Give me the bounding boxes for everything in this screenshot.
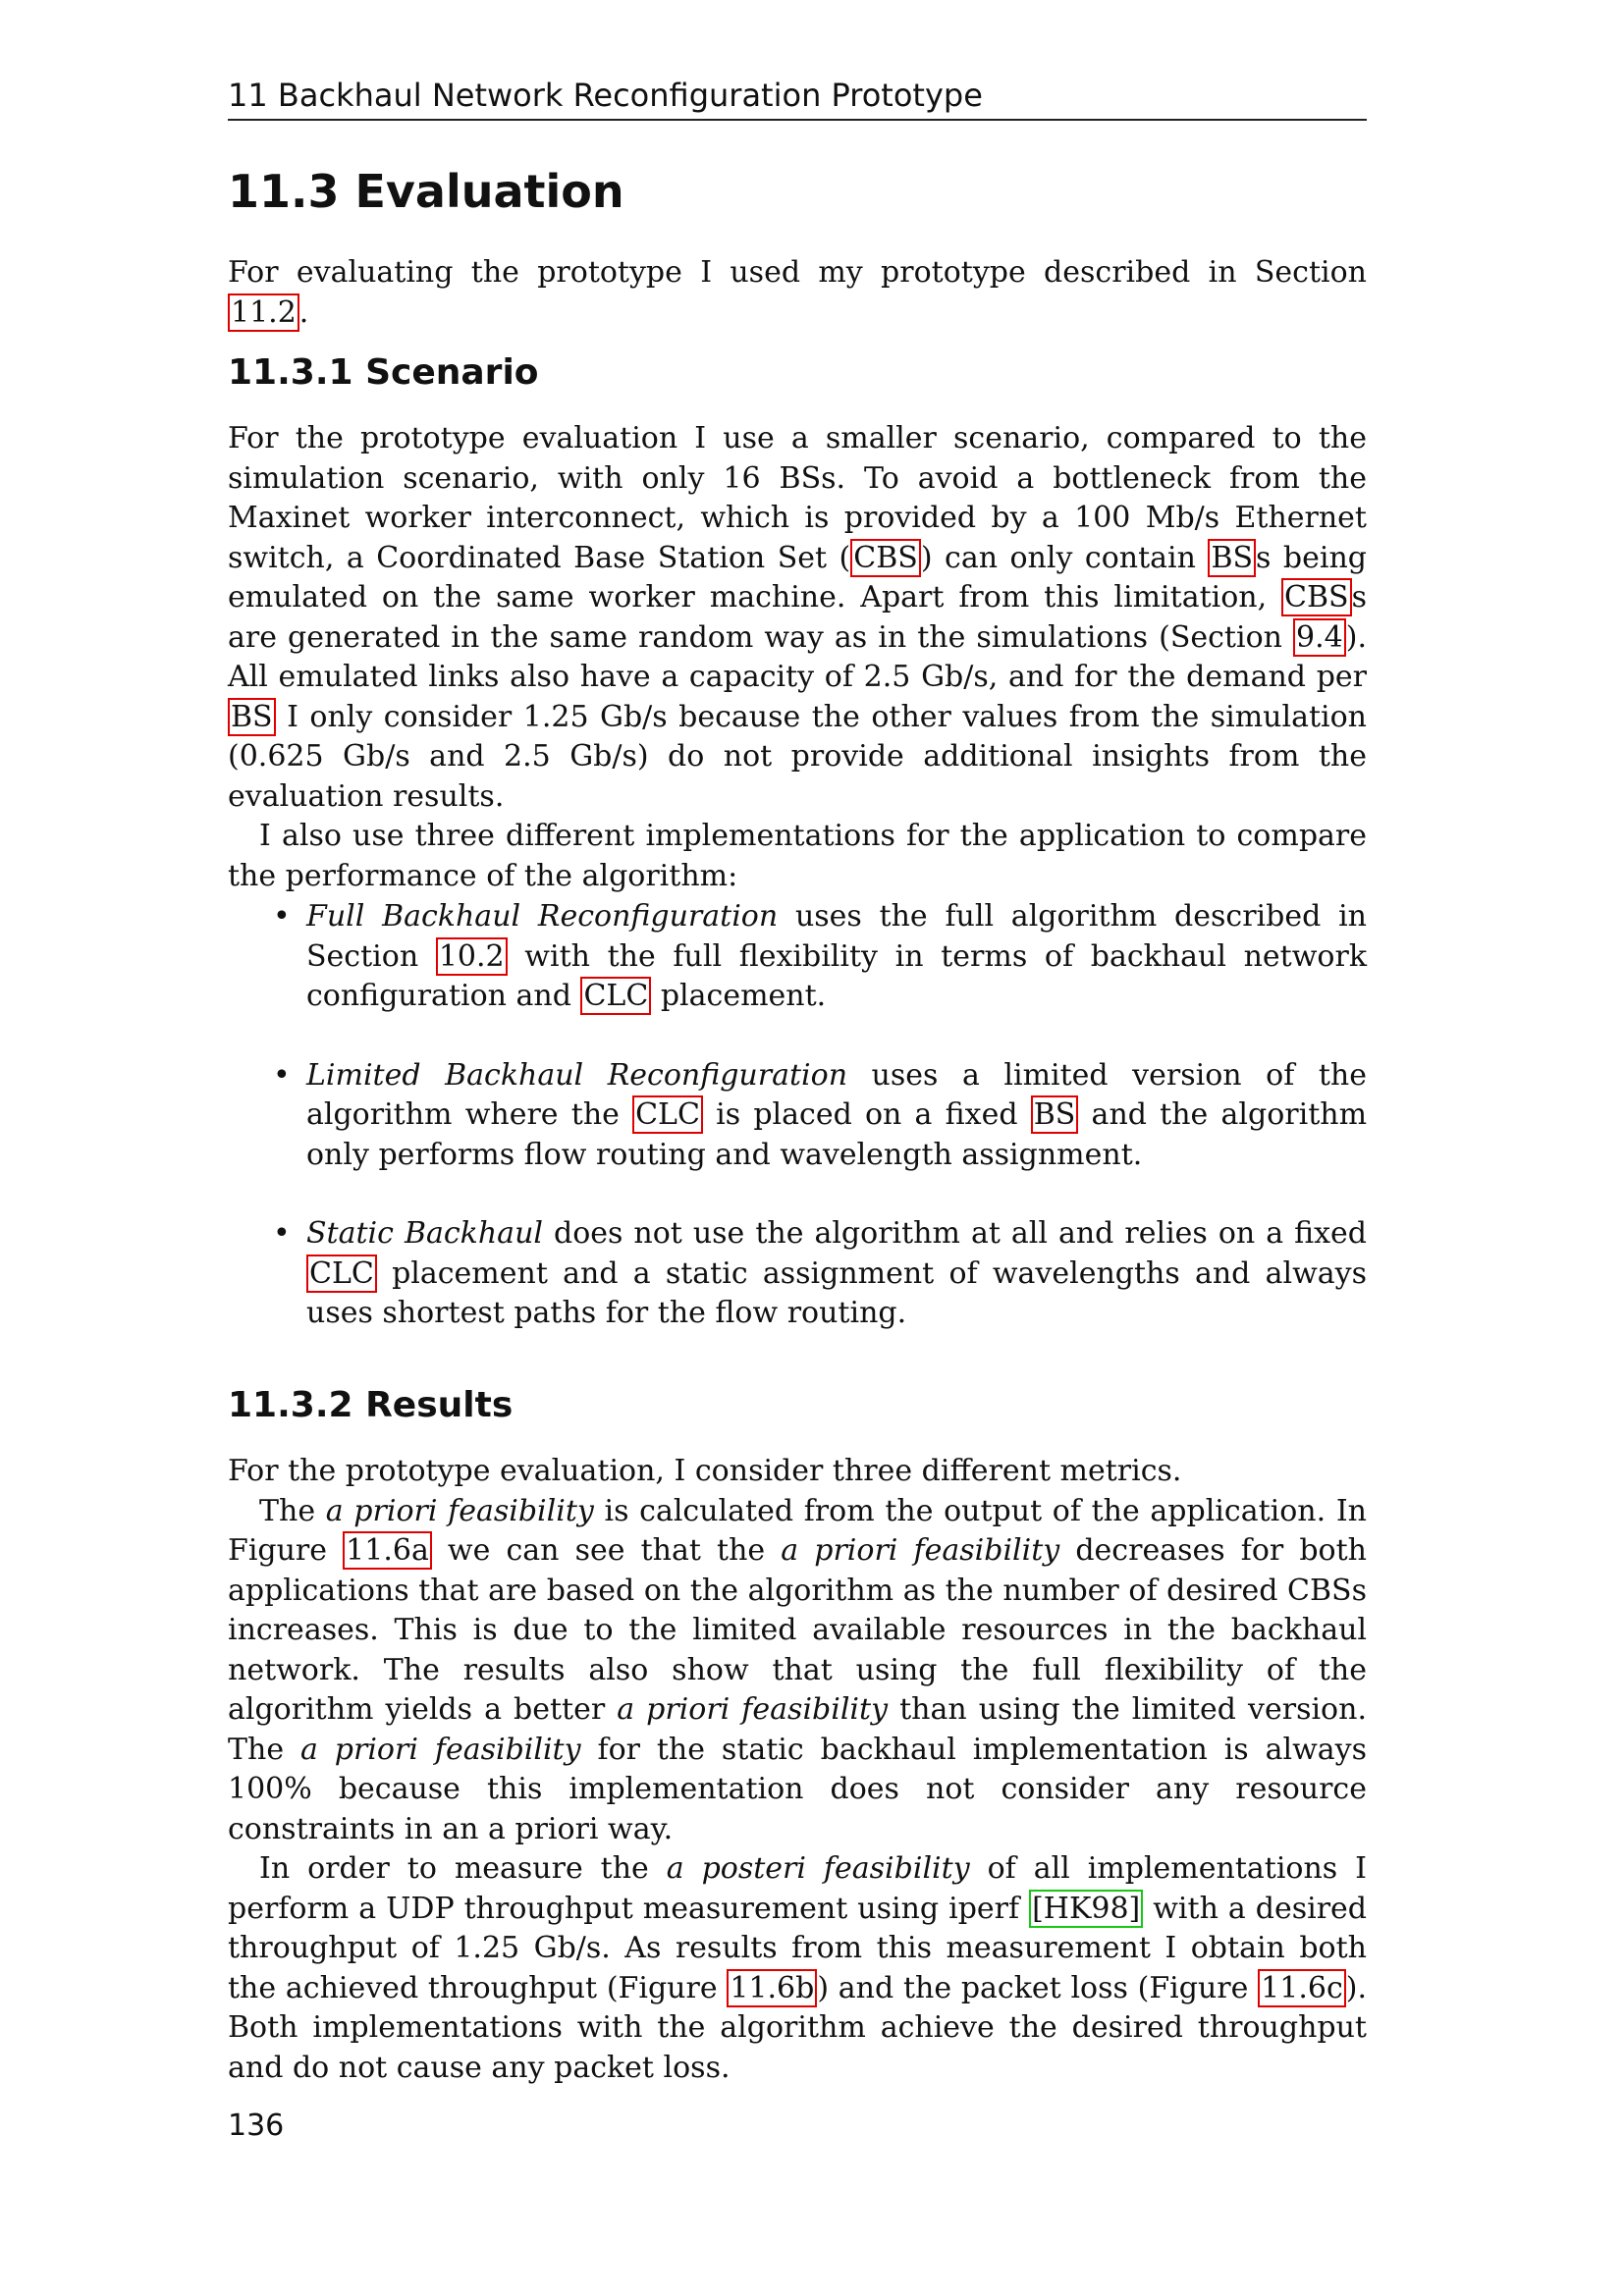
text: The: [259, 1493, 326, 1528]
text: s being emulated on the same worker machine. Apart from this limitation,: [228, 540, 1367, 614]
results-paragraph-1: For the prototype evaluation, I consider three different metrics.: [228, 1454, 1182, 1488]
acronym-link-clc[interactable]: CLC: [632, 1095, 703, 1134]
term: Full Backhaul Reconfiguration: [306, 899, 779, 934]
text: is calculated from the output of the application. In Figure: [228, 1493, 1367, 1568]
page-number: 136: [228, 2109, 285, 2143]
text: ). Both implementations with the algorithm achieve the desired throughput and do not cause any packet loss.: [228, 1970, 1367, 2085]
running-header: 11 Backhaul Network Reconfiguration Prototype: [228, 79, 1367, 121]
bullet-icon: •: [273, 899, 291, 934]
text: for the static backhaul implementation is always 100% because this implementation does not consider any resource constraints in an a priori way.: [228, 1732, 1367, 1846]
term: a priori feasibility: [325, 1493, 594, 1528]
acronym-link-cbs[interactable]: CBS: [850, 539, 921, 577]
term: a posteri feasibility: [666, 1851, 970, 1886]
figure-link-11-6c[interactable]: 11.6c: [1258, 1969, 1346, 2007]
text: does not use the algorithm at all and relies on a fixed: [542, 1216, 1367, 1251]
acronym-link-bs[interactable]: BS: [1031, 1095, 1079, 1134]
text: In order to measure the: [259, 1851, 667, 1886]
scenario-paragraph-2: I also use three different implementations for the application to compare the performance of the algorithm:: [228, 819, 1367, 893]
section-title: 11.3 Evaluation: [228, 165, 624, 218]
text: of all implementations I perform a UDP throughput measurement using iperf: [228, 1851, 1367, 1926]
text: we can see that the: [431, 1533, 782, 1568]
figure-link-11-6a[interactable]: 11.6a: [343, 1531, 432, 1570]
implementation-list: [228, 897, 1367, 1334]
bullet-icon: •: [273, 1216, 291, 1251]
list-item: [228, 1214, 1367, 1334]
scenario-paragraphs: [228, 419, 1367, 896]
scenario-paragraph-1: [228, 419, 1367, 817]
results-paragraphs: [228, 1452, 1367, 2088]
section-link-11-2[interactable]: 11.2: [228, 294, 299, 332]
text: decreases for both applications that are based on the algorithm as the number of desired CBSs increases. This is due to the limited available resources in the backhaul network. The results also show that using the full flexibility of the algorithm yields a better: [228, 1533, 1367, 1727]
figure-link-11-6b[interactable]: 11.6b: [727, 1969, 817, 2007]
text: ) can only contain: [920, 540, 1209, 575]
text: placement.: [651, 979, 827, 1013]
citation-link-hk98[interactable]: [HK98]: [1029, 1890, 1143, 1928]
text: and the algorithm only performs flow routing and wavelength assignment.: [306, 1097, 1368, 1172]
acronym-link-clc[interactable]: CLC: [306, 1255, 377, 1293]
section-link-9-4[interactable]: 9.4: [1293, 618, 1346, 657]
bullet-icon: •: [273, 1057, 291, 1093]
intro-end: .: [298, 294, 309, 330]
term: a priori feasibility: [617, 1692, 889, 1727]
term: a priori feasibility: [300, 1732, 581, 1767]
term: Static Backhaul: [306, 1216, 543, 1251]
text: s are generated in the same random way as in the simulations (Section: [228, 580, 1367, 655]
term: Limited Backhaul Reconfiguration: [306, 1057, 848, 1093]
intro-text: For evaluating the prototype I used my prototype described in Section: [228, 255, 1367, 290]
acronym-link-clc[interactable]: CLC: [580, 977, 651, 1015]
text: ). All emulated links also have a capacity of 2.5 Gb/s, and for the demand per: [228, 619, 1367, 694]
list-item: [228, 1056, 1367, 1176]
text: with the full flexibility in terms of backhaul network configuration and: [306, 938, 1367, 1013]
term: a priori feasibility: [781, 1533, 1060, 1568]
section-intro: [228, 253, 1367, 333]
text: ) and the packet loss (Figure: [817, 1970, 1259, 2005]
text: For the prototype evaluation I use a smaller scenario, compared to the simulation scenario, with only 16 BSs. To avoid a bottleneck from the Maxinet worker interconnect, which is provided by a 100 Mb/s Ethernet switch, a Coordinated Base Station Set (: [228, 421, 1367, 575]
text: I only consider 1.25 Gb/s because the other values from the simulation (0.625 Gb/s and 2.5 Gb/s) do not provide additional insights from the evaluation results.: [228, 699, 1367, 814]
acronym-link-bs[interactable]: BS: [1208, 539, 1256, 577]
section-link-10-2[interactable]: 10.2: [436, 937, 508, 976]
acronym-link-bs[interactable]: BS: [228, 698, 276, 736]
acronym-link-cbs[interactable]: CBS: [1281, 578, 1352, 616]
text: than using the limited version. The: [228, 1692, 1367, 1767]
text: is placed on a fixed: [702, 1097, 1031, 1132]
text: with a desired throughput of 1.25 Gb/s. As results from this measurement I obtain both the achieved throughput (Figure: [228, 1891, 1367, 2005]
subsection-title-results: 11.3.2 Results: [228, 1385, 514, 1425]
subsection-title-scenario: 11.3.1 Scenario: [228, 352, 539, 393]
text: uses the full algorithm described in Section: [306, 899, 1367, 974]
list-item: [228, 897, 1367, 1017]
text: uses a limited version of the algorithm where the: [306, 1057, 1367, 1132]
results-paragraph-2: [228, 1492, 1367, 1850]
results-paragraph-3: [228, 1849, 1367, 2088]
text: placement and a static assignment of wavelengths and always uses shortest paths for the flow routing.: [306, 1255, 1367, 1330]
